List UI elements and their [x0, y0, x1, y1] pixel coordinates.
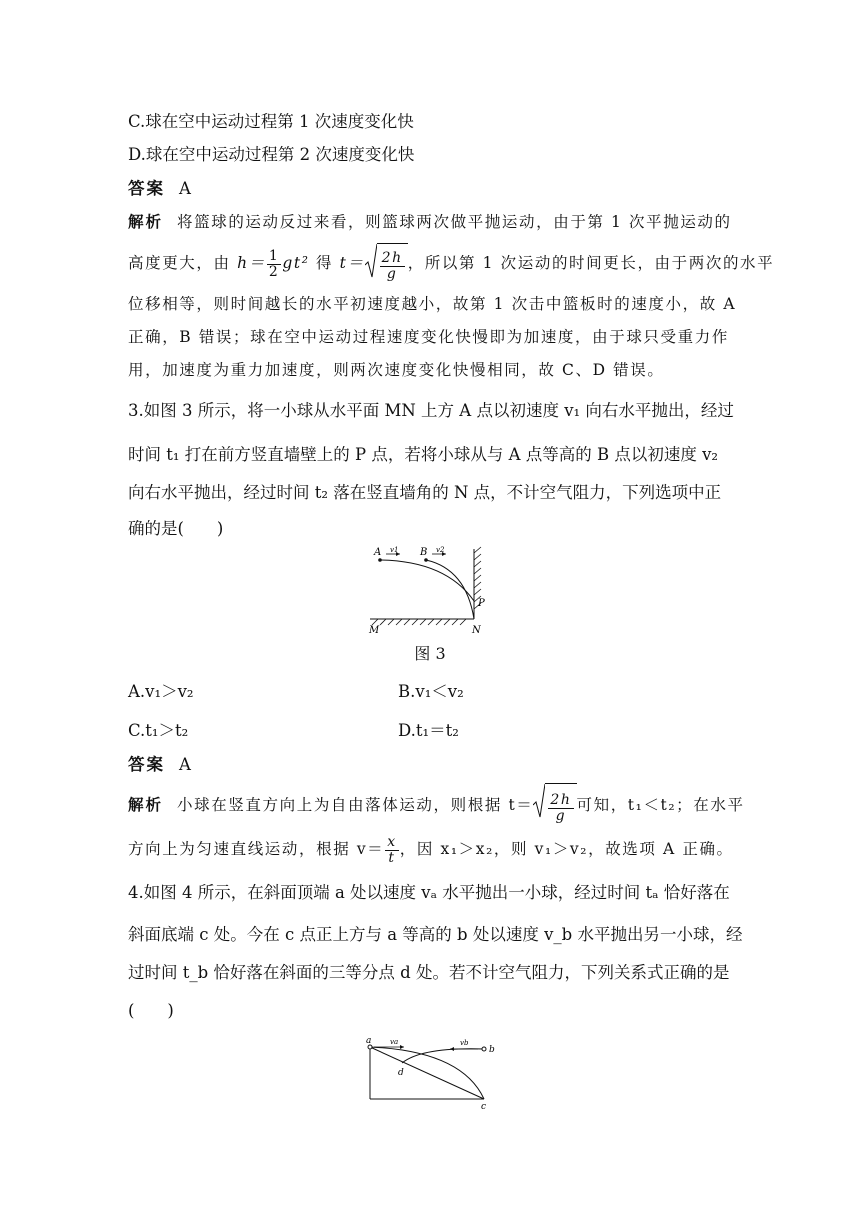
q4-stem-line3: 过时间 t_b 恰好落在斜面的三等分点 d 处。若不计空气阻力，下列关系式正确的是 — [128, 963, 730, 982]
analysis-text: 可知，t₁＜t₂；在水平 — [576, 796, 745, 814]
answer-label: 答案 — [128, 179, 165, 198]
analysis-label: 解析 — [128, 796, 164, 814]
frac-num: 1 — [268, 247, 280, 264]
q3-option-a: A.v₁＞v₂ — [128, 682, 194, 701]
label-vb: vb — [460, 1039, 469, 1047]
label-P: P — [478, 598, 485, 609]
label-a: a — [366, 1036, 372, 1046]
q4-stem-line4: ( ) — [128, 1001, 174, 1020]
figure-3-caption: 图 3 — [414, 644, 446, 663]
q2-analysis-line1 — [128, 211, 732, 233]
radical-sign-icon — [365, 243, 377, 279]
analysis-text: 得 — [309, 254, 340, 272]
frac-num: 2h — [550, 791, 572, 808]
q3-option-c: C.t₁＞t₂ — [128, 721, 189, 740]
formula-gt2: gt² — [282, 254, 310, 272]
radical-sign-icon — [533, 783, 545, 819]
label-va: va — [390, 1038, 399, 1046]
q3-option-d: D.t₁＝t₂ — [398, 721, 459, 740]
label-A: A — [374, 547, 382, 558]
q3-answer — [128, 754, 191, 776]
formula-t: t＝ — [339, 254, 365, 272]
label-B: B — [420, 547, 428, 558]
answer-value: A — [179, 179, 191, 198]
sqrt-2h-over-g — [365, 243, 408, 285]
analysis-text: 高度更大，由 — [128, 254, 238, 272]
q2-answer — [128, 178, 191, 200]
q3-stem-line4: 确的是( ) — [128, 519, 224, 538]
q3-stem-line1: 3.如图 3 所示，将一小球从水平面 MN 上方 A 点以初速度 v₁ 向右水平抛出，经过 — [128, 401, 734, 420]
q2-option-d: D.球在空中运动过程第 2 次速度变化快 — [128, 145, 415, 164]
q2-analysis-line2 — [128, 243, 774, 283]
sqrt-2h-over-g — [533, 783, 576, 829]
label-d: d — [398, 1068, 404, 1078]
q2-analysis-line4: 正确，B 错误；球在空中运动过程速度变化快慢即为加速度，由于球只受重力作 — [128, 328, 729, 346]
frac-den: t — [388, 849, 396, 866]
q2-analysis-line5: 用，加速度为重力加速度，则两次速度变化快慢相同，故 C、D 错误。 — [128, 361, 665, 379]
analysis-text: 方向上为匀速直线运动，根据 v＝ — [128, 840, 385, 858]
analysis-text: ，所以第 1 次运动的时间更长，由于两次的水平 — [407, 254, 775, 272]
analysis-text: ，因 x₁＞x₂，则 v₁＞v₂，故选项 A 正确。 — [399, 840, 734, 858]
analysis-text: 将篮球的运动反过来看，则篮球两次做平抛运动，由于第 1 次平抛运动的 — [177, 213, 732, 231]
frac-den: g — [555, 807, 567, 824]
frac-den: g — [386, 265, 398, 282]
analysis-text: 小球在竖直方向上为自由落体运动，则根据 t＝ — [177, 796, 534, 814]
analysis-label: 解析 — [128, 213, 164, 231]
q3-analysis-line2 — [128, 829, 734, 869]
q3-option-b: B.v₁＜v₂ — [398, 682, 464, 701]
fraction-x-over-t — [385, 835, 399, 866]
q3-stem-line2: 时间 t₁ 打在前方竖直墙壁上的 P 点，若将小球从与 A 点等高的 B 点以初速度 v₂ — [128, 445, 719, 464]
frac-den: 2 — [268, 263, 280, 280]
q3-stem-line3: 向右水平抛出，经过时间 t₂ 落在竖直墙角的 N 点，不计空气阻力，下列选项中正 — [128, 483, 722, 502]
frac-num: x — [387, 833, 397, 850]
label-v2: v2 — [436, 546, 445, 554]
figure-3 — [364, 543, 494, 635]
label-c: c — [481, 1102, 487, 1112]
fraction-half — [267, 249, 282, 280]
q4-stem-line1: 4.如图 4 所示，在斜面顶端 a 处以速度 vₐ 水平抛出一小球，经过时间 tₐ 恰好落在 — [128, 883, 730, 902]
q3-analysis-line1 — [128, 783, 745, 827]
formula-h: h＝ — [237, 254, 266, 272]
label-b: b — [489, 1045, 495, 1055]
q2-option-c: C.球在空中运动过程第 1 次速度变化快 — [128, 112, 414, 131]
label-N: N — [472, 625, 481, 635]
q2-analysis-line3: 位移相等，则时间越长的水平初速度越小，故第 1 次击中篮板时的速度小，故 A — [128, 295, 737, 313]
frac-num: 2h — [381, 249, 403, 266]
label-M: M — [369, 625, 380, 635]
answer-label: 答案 — [128, 755, 165, 774]
label-v1: v1 — [390, 546, 399, 554]
answer-value: A — [179, 755, 191, 774]
q4-stem-line2: 斜面底端 c 处。今在 c 点正上方与 a 等高的 b 处以速度 v_b 水平抛出另一小球，经 — [128, 925, 743, 944]
figure-4 — [362, 1033, 502, 1113]
